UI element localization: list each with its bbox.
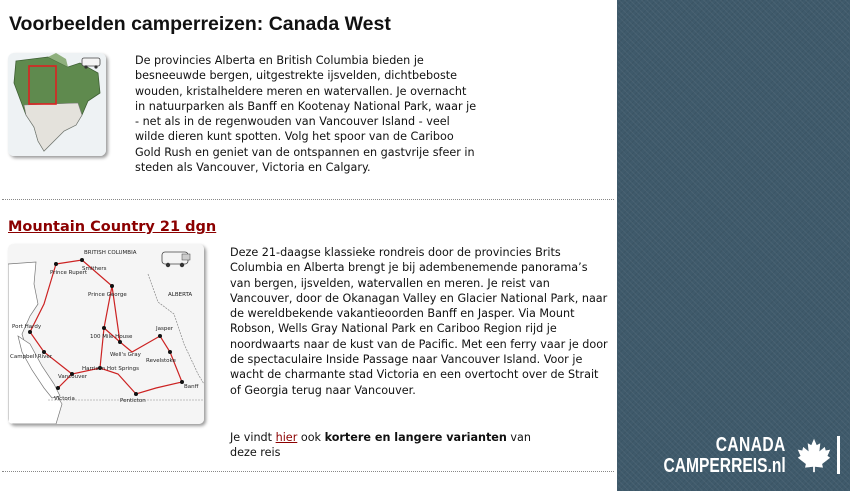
page-title: Voorbeelden camperreizen: Canada West: [9, 13, 391, 35]
logo-divider-bar: [837, 436, 840, 474]
map-label-ab: ALBERTA: [168, 292, 193, 298]
north-america-map: [8, 53, 106, 156]
logo-line2: CAMPERREIS.nl: [663, 455, 786, 477]
map-place-revelstoke: Revelstoke: [146, 358, 176, 364]
map-place-prince-george: Prince George: [88, 292, 127, 298]
variants-link[interactable]: hier: [275, 431, 298, 444]
map-place-100-mile-house: 100 Mile House: [90, 334, 133, 340]
route-map: [8, 244, 204, 424]
tour-title: [8, 219, 216, 235]
map-place-prince-rupert: Prince Rupert: [50, 270, 88, 276]
variants-mid: ook: [297, 431, 325, 444]
map-place-wells-gray: Well's Gray: [110, 352, 141, 358]
map-place-penticton: Penticton: [120, 398, 146, 404]
tour-description: Deze 21-daagse klassieke rondreis door de provincies Brits Columbia en Alberta brengt je bij adembenemende panorama’s van bergen, ijsvelden, watervallen en meren. Je reist van Vancouver, door de Okanagan Valley en Glacier National Park, naar de wereldbekende vakantieoorden Banff en Jasper. Via Mount Robson, Wells Gray National Park en Cariboo Region rijd je noordwaarts naar de kust van de Pacific. Met een ferry vaar je door de spectaculaire Inside Passage naar Vancouver Island. Voor je wacht de charmante stad Victoria en een overtocht over de Strait of Georgia terug naar Vancouver.: [230, 246, 608, 397]
site-logo[interactable]: [663, 434, 840, 478]
tour-title-link[interactable]: Mountain Country 21 dgn: [8, 219, 217, 235]
map-place-banff: Banff: [184, 384, 199, 390]
map-place-vancouver: Vancouver: [58, 374, 87, 380]
map-place-port-hardy: Port Hardy: [12, 324, 42, 330]
section-divider: [2, 471, 614, 472]
map-place-smithers: Smithers: [82, 266, 107, 272]
map-place-jasper: Jasper: [156, 326, 173, 332]
section-divider: [2, 199, 614, 200]
map-place-campbell-river: Campbell River: [10, 354, 52, 360]
map-place-harrison: Harrison Hot Springs: [82, 366, 139, 372]
logo-line1: CANADA: [716, 434, 786, 456]
sidebar-pattern: [617, 0, 850, 491]
variants-prefix: Je vindt: [230, 431, 276, 444]
variants-suffix: van deze reis: [230, 431, 531, 460]
variants-text: [230, 430, 560, 461]
intro-text: De provincies Alberta en British Columbia bieden je besneeuwde bergen, uitgestrekte ijsvelden, dichtbeboste wouden, kristalheldere meren en watervallen. Je overnacht in natuurparken als Banff en Kootenay National Park, waar je - net als in de regenwouden van Vancouver Island - veel wilde dieren kunt spotten. Volg het spoor van de Cariboo Gold Rush en geniet van de ontspannen en gastvrije sfeer in steden als Vancouver, Victoria en Calgary.: [135, 54, 477, 175]
map-place-victoria: Victoria: [54, 396, 75, 402]
map-label-bc: BRITISH COLUMBIA: [84, 250, 137, 256]
variants-bold: kortere en langere varianten: [324, 431, 507, 444]
maple-leaf-icon: [796, 437, 832, 473]
